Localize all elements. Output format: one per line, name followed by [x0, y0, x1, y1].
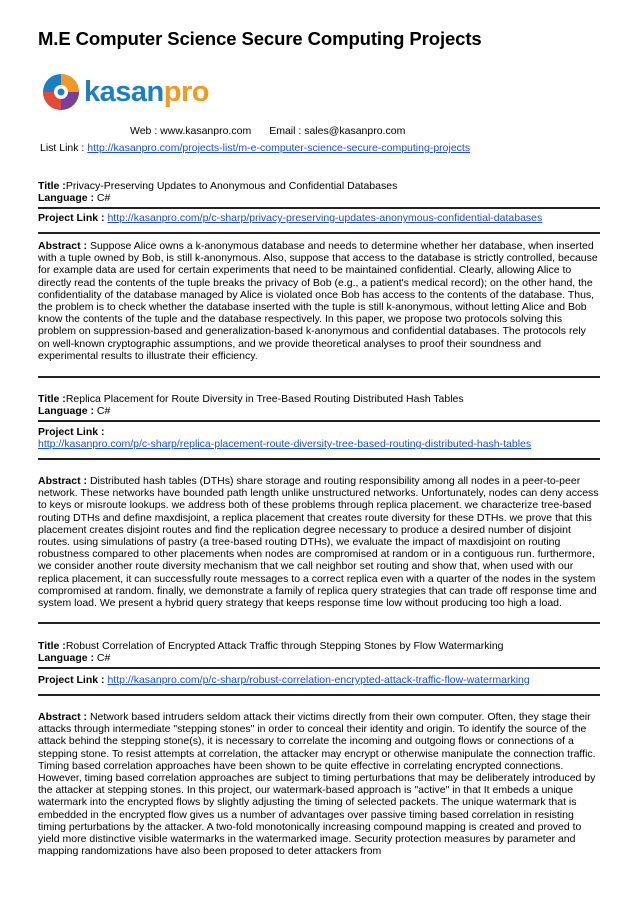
kasanpro-logo	[40, 70, 209, 114]
abstract-label: Abstract :	[38, 240, 90, 252]
divider	[38, 694, 600, 696]
project-1-abstract	[38, 240, 600, 362]
document-title: M.E Computer Science Secure Computing Projects	[38, 28, 482, 49]
project-1-header	[38, 180, 600, 204]
list-link[interactable]: http://kasanpro.com/projects-list/m-e-computer-science-secure-computing-projects	[87, 142, 471, 154]
project-2-link	[38, 426, 600, 450]
abstract-label: Abstract :	[38, 711, 90, 723]
abstract-text: Suppose Alice owns a k-anonymous database and needs to determine whether her database, when inserted with a tuple owned by Bob, is still k-anonymous. Also, suppose that access to the database is strictly controlled, because for example data are used for certain experiments that need to be maintained confidential. Clearly, allowing Alice to directly read the contents of the tuple breaks the privacy of Bob (e.g., a patient's medical record); on the other hand, the confidentiality of the database managed by Alice is violated once Bob has access to the contents of the database. Thus, the problem is to check whether the database inserted with the tuple is still k-anonymous, without letting Alice and Bob know the contents of the tuple and the database respectively. In this paper, we propose two protocols solving this problem on suppression-based and generalization-based k-anonymous and confidential databases. The protocols rely on well-known cryptographic assumptions, and we provide theoretical analyses to proof their soundness and experimental results to illustrate their efficiency.	[38, 240, 598, 362]
divider	[38, 458, 600, 460]
project-link-label: Project Link :	[38, 426, 105, 438]
project-link[interactable]: http://kasanpro.com/p/c-sharp/robust-correlation-encrypted-attack-traffic-flow-watermarking	[107, 674, 530, 686]
project-3-link	[38, 674, 600, 686]
divider	[38, 667, 600, 669]
project-title: Replica Placement for Route Diversity in Tree-Based Routing Distributed Hash Tables	[65, 393, 464, 405]
language-label: Language :	[38, 192, 97, 205]
project-2-header	[38, 393, 600, 417]
language-label: Language :	[38, 405, 97, 418]
project-title: Robust Correlation of Encrypted Attack Traffic through Stepping Stones by Flow Watermarking	[65, 640, 504, 652]
abstract-text: Network based intruders seldom attack their victims directly from their own computer. Often, they stage their attacks through intermediate "stepping stones" in order to conceal their identity and origin. To identify the source of the attack behind the stepping stone(s), it is necessary to correlate the incoming and outgoing flows or connections of a stepping stone. To resist attempts at correlation, the attacker may encrypt or otherwise manipulate the connection traffic. Timing based correlation approaches have been shown to be quite effective in correlating encrypted connections. However, timing based correlation approaches are subject to timing perturbations that may be deliberately introduced by the attacker at stepping stones. In this project, our watermark-based approach is "active" in that It embeds a unique watermark into the encrypted flows by slightly adjusting the timing of selected packets. The unique watermark that is embedded in the encrypted flow gives us a number of advantages over passive timing based correlation in resisting timing perturbations by the attacker. A two-fold monotonically increasing compound mapping is created and proved to yield more distinctive visible watermarks in the watermarked image. Security protection measures by parameter and mapping randomizations have also been proposed to deter attackers from	[38, 711, 596, 858]
logo-wordmark-part2: pro	[163, 75, 209, 108]
project-title: Privacy-Preserving Updates to Anonymous and Confidential Databases	[65, 180, 398, 192]
abstract-text: Distributed hash tables (DTHs) share storage and routing responsibility among all nodes in a peer-to-peer network. These networks have bounded path length unlike unstructured networks. Unfortunately, nodes can deny access to keys or misroute lookups. we address both of these problems through replica placement. we characterize tree-based routing DTHs and define maxdisjoint, a replica placement that creates route diversity for these DTHs. we prove that this placement creates disjoint routes and find the replication degree necessary to produce a desired number of disjoint routes. using simulations of pastry (a tree-based routing DTHs), we evaluate the impact of maxdisjoint on routing robustness compared to other placements when nodes are compromised at random or in a contiguous run. furthermore, we consider another route diversity mechanism that we call neighbor set routing and show that, when used with our replica placement, it can successfully route messages to a correct replica even with a quarter of the nodes in the system compromised at random. finally, we demonstrate a family of replica query strategies that can trade off response time and system load. We present a hybrid query strategy that keeps response time low without producing too high a load.	[38, 475, 599, 610]
project-1-link	[38, 212, 600, 224]
logo-emblem-icon	[40, 71, 82, 113]
logo-wordmark	[84, 75, 209, 108]
project-link-label: Project Link :	[38, 674, 108, 686]
project-3-header	[38, 640, 600, 664]
divider	[38, 622, 600, 624]
list-link-label: List Link :	[40, 142, 88, 154]
abstract-label: Abstract :	[38, 475, 90, 487]
title-label: Title :	[38, 393, 66, 405]
divider	[38, 207, 600, 209]
web-contact: Web : www.kasanpro.com	[130, 125, 252, 137]
project-link[interactable]: http://kasanpro.com/p/c-sharp/replica-placement-route-diversity-tree-based-routing-distributed-hash-tables	[38, 438, 532, 451]
title-label: Title :	[38, 640, 66, 652]
divider	[38, 376, 600, 378]
contact-line	[130, 125, 405, 137]
project-2-abstract	[38, 475, 600, 609]
email-contact: Email : sales@kasanpro.com	[269, 125, 406, 137]
title-label: Title :	[38, 180, 66, 192]
project-link-label: Project Link :	[38, 212, 108, 224]
project-language: C#	[96, 405, 111, 418]
project-language: C#	[96, 652, 111, 665]
language-label: Language :	[38, 652, 97, 665]
project-3-abstract	[38, 711, 600, 857]
divider	[38, 232, 600, 234]
list-link-line	[40, 142, 470, 154]
project-language: C#	[96, 192, 111, 205]
divider	[38, 420, 600, 422]
logo-wordmark-part1: kasan	[84, 75, 164, 108]
project-link[interactable]: http://kasanpro.com/p/c-sharp/privacy-preserving-updates-anonymous-confidential-databases	[107, 212, 543, 224]
